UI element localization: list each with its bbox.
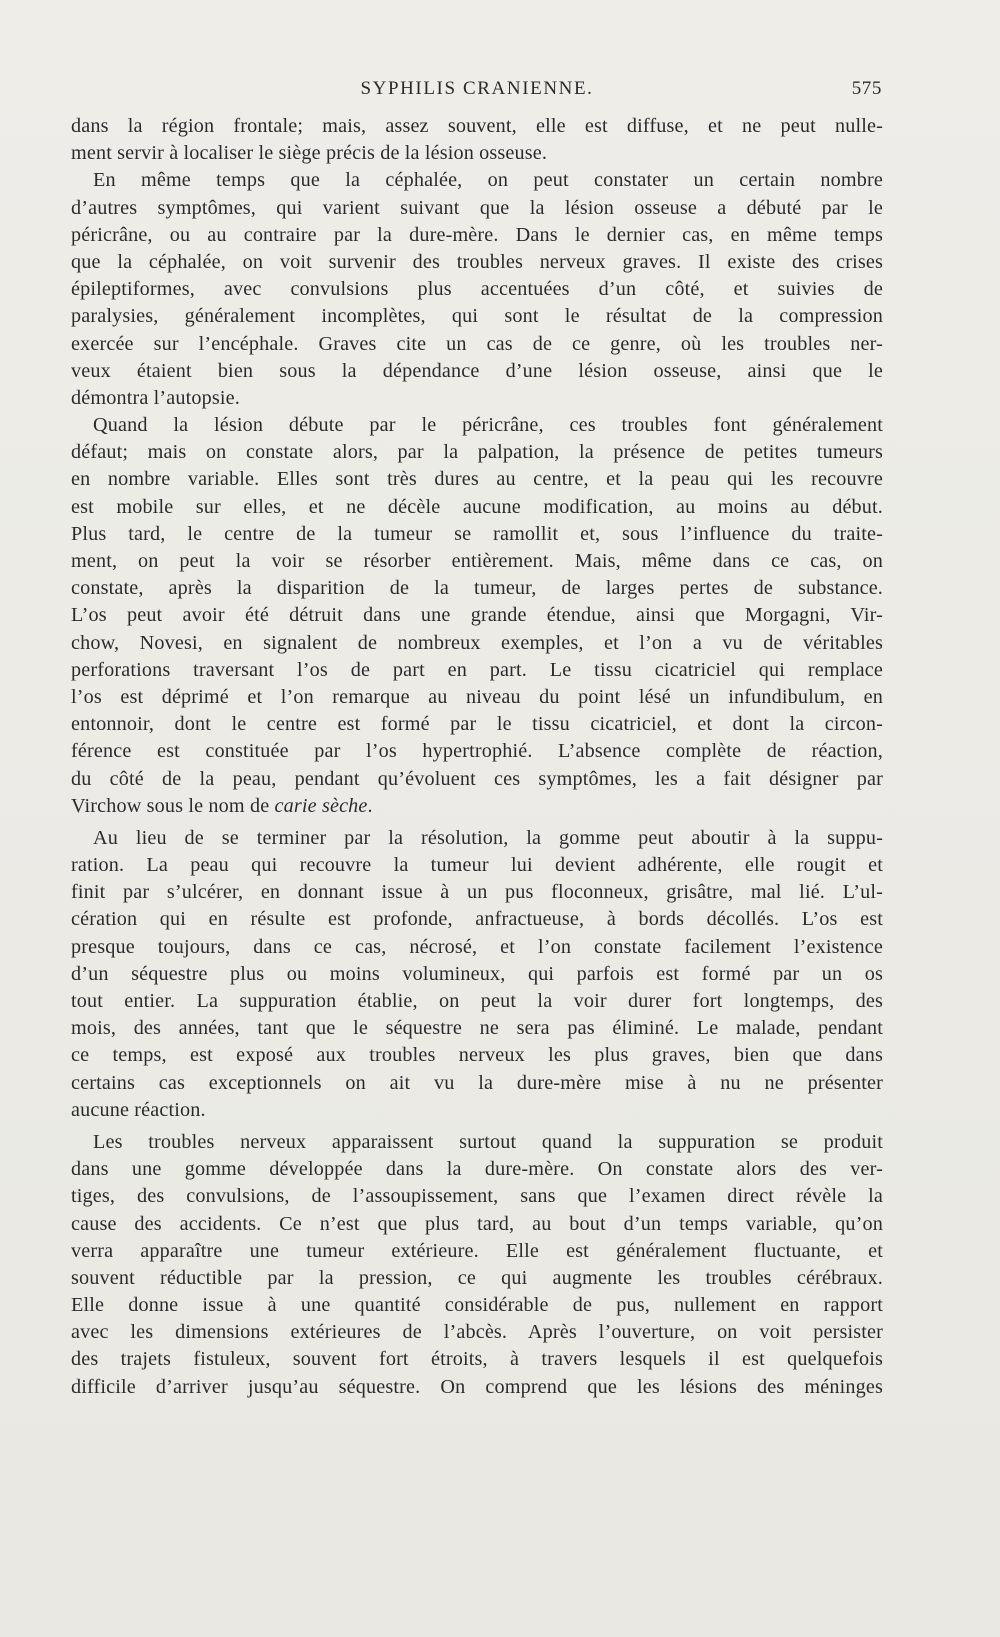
text-line-content: constate, après la disparition de la tumeur, de larges pertes de substance.	[71, 577, 883, 600]
text-line	[71, 1129, 883, 1156]
text-line	[71, 385, 883, 412]
text-line	[71, 988, 883, 1015]
text-line	[71, 1319, 883, 1346]
text-line-tail: .	[367, 794, 373, 817]
text-line	[71, 249, 883, 276]
text-line-content: Virchow sous le nom de	[71, 794, 275, 817]
text-line	[71, 412, 883, 439]
text-line	[71, 140, 883, 167]
text-line-content: chow, Novesi, en signalent de nombreux exemples, et l’on a vu de véritables	[71, 631, 883, 654]
text-line	[71, 1183, 883, 1210]
text-line-content: Elle donne issue à une quantité considérable de pus, nullement en rapport	[71, 1294, 883, 1317]
text-line	[71, 358, 883, 385]
text-line	[71, 879, 883, 906]
text-line-content: tiges, des convulsions, de l’assoupissement, sans que l’examen direct révèle la	[71, 1185, 883, 1208]
text-line-content: que la céphalée, on voit survenir des troubles nerveux graves. Il existe des crises	[71, 250, 883, 273]
text-line-content: perforations traversant l’os de part en part. Le tissu cicatriciel qui remplace	[71, 658, 883, 681]
text-line-content: Quand la lésion débute par le péricrâne, ces troubles font généralement	[93, 414, 883, 437]
text-line-content: défaut; mais on constate alors, par la palpation, la présence de petites tumeurs	[71, 441, 883, 464]
text-line-content: en nombre variable. Elles sont très dures au centre, et la peau qui les recouvre	[71, 468, 883, 491]
text-line	[71, 548, 883, 575]
text-line-content: d’autres symptômes, qui varient suivant que la lésion osseuse a débuté par le	[71, 196, 883, 219]
text-line	[71, 1042, 883, 1069]
text-line-content: difficile d’arriver jusqu’au séquestre. On comprend que les lésions des méninges	[71, 1375, 883, 1398]
text-line-content: presque toujours, dans ce cas, nécrosé, et l’on constate facilement l’existence	[71, 935, 883, 958]
text-line-content: Les troubles nerveux apparaissent surtout quand la suppuration se produit	[93, 1130, 883, 1153]
text-line	[71, 276, 883, 303]
text-line-content: des trajets fistuleux, souvent fort étroits, à travers lesquels il est quelquefois	[71, 1348, 883, 1371]
text-line	[71, 303, 883, 330]
text-line-content: péricrâne, ou au contraire par la dure-mère. Dans le dernier cas, en même temps	[71, 223, 883, 246]
text-line-content: dans la région frontale; mais, assez souvent, elle est diffuse, et ne peut nulle-	[71, 115, 883, 137]
text-line-content: Au lieu de se terminer par la résolution, la gomme peut aboutir à la suppu-	[93, 826, 883, 849]
text-line-content: mois, des années, tant que le séquestre ne sera pas éliminé. Le malade, pendant	[71, 1017, 883, 1040]
text-line-content: paralysies, généralement incomplètes, qui sont le résultat de la compression	[71, 305, 883, 328]
text-line-content: ment, on peut la voir se résorber entièrement. Mais, même dans ce cas, on	[71, 550, 883, 572]
text-line-content: démontra l’autopsie.	[71, 386, 240, 409]
text-line-content: du côté de la peau, pendant qu’évoluent ces symptômes, les a fait désigner par	[71, 767, 883, 790]
text-line	[71, 331, 883, 358]
text-line-content: férence est constituée par l’os hypertrophié. L’absence complète de réaction,	[71, 740, 883, 763]
text-line	[71, 494, 883, 521]
text-line	[71, 575, 883, 602]
page-number: 575	[851, 78, 882, 99]
text-line	[71, 1265, 883, 1292]
text-line	[71, 738, 883, 765]
text-line	[71, 167, 883, 194]
text-line	[71, 439, 883, 466]
text-line	[71, 825, 883, 852]
text-line-content: avec les dimensions extérieures de l’abcès. Après l’ouverture, on voit persister	[71, 1321, 883, 1344]
text-line	[71, 113, 883, 140]
text-line-content: Plus tard, le centre de la tumeur se ramollit et, sous l’influence du traite-	[71, 522, 883, 545]
text-line-content: certains cas exceptionnels on ait vu la dure-mère mise à nu ne présenter	[71, 1071, 883, 1094]
text-line	[71, 793, 883, 820]
text-line	[71, 1070, 883, 1097]
italic-term: carie sèche	[274, 794, 368, 817]
text-line	[71, 961, 883, 988]
text-line	[71, 630, 883, 657]
text-line-content: ce temps, est exposé aux troubles nerveux les plus graves, bien que dans	[71, 1044, 883, 1067]
text-line-content: tout entier. La suppuration établie, on peut la voir durer fort longtemps, des	[71, 990, 883, 1012]
text-line	[71, 934, 883, 961]
text-line-content: ration. La peau qui recouvre la tumeur lui devient adhérente, elle rougit et	[71, 854, 883, 877]
text-line	[71, 711, 883, 738]
text-line	[71, 195, 883, 222]
text-line	[71, 852, 883, 879]
text-line-content: L’os peut avoir été détruit dans une grande étendue, ainsi que Morgagni, Vir-	[71, 604, 883, 627]
text-line	[71, 1292, 883, 1319]
text-line	[71, 684, 883, 711]
text-line-content: d’un séquestre plus ou moins volumineux, qui parfois est formé par un os	[71, 962, 883, 985]
text-line-content: verra apparaître une tumeur extérieure. Elle est généralement fluctuante, et	[71, 1239, 883, 1262]
text-line	[71, 1238, 883, 1265]
text-line-content: cération qui en résulte est profonde, anfractueuse, à bords décollés. L’os est	[71, 908, 883, 931]
text-line-content: aucune réaction.	[71, 1098, 206, 1121]
text-line-content: exercée sur l’encéphale. Graves cite un cas de ce genre, où les troubles ner-	[71, 332, 883, 355]
text-line	[71, 1346, 883, 1373]
text-line-content: est mobile sur elles, et ne décèle aucune modification, au moins au début.	[71, 495, 883, 518]
text-line	[71, 1097, 883, 1124]
body-text	[71, 113, 883, 1401]
text-line	[71, 1374, 883, 1401]
text-line	[71, 466, 883, 493]
text-line	[71, 1156, 883, 1183]
text-line-content: dans une gomme développée dans la dure-mère. On constate alors des ver-	[71, 1158, 883, 1181]
text-line-content: l’os est déprimé et l’on remarque au niveau du point lésé un infundibulum, en	[71, 685, 883, 708]
text-line	[71, 1015, 883, 1042]
text-line-content: entonnoir, dont le centre est formé par le tissu cicatriciel, et dont la circon-	[71, 713, 883, 736]
text-line-content: veux étaient bien sous la dépendance d’une lésion osseuse, ainsi que le	[71, 359, 883, 382]
running-head	[72, 78, 882, 106]
text-line-content: ment servir à localiser le siège précis de la lésion osseuse.	[71, 142, 548, 165]
text-line-content: cause des accidents. Ce n’est que plus tard, au bout d’un temps variable, qu’on	[71, 1212, 883, 1235]
text-line	[71, 521, 883, 548]
text-line	[71, 906, 883, 933]
text-line	[71, 766, 883, 793]
text-line	[71, 657, 883, 684]
text-line-content: épileptiformes, avec convulsions plus accentuées d’un côté, et suivies de	[71, 278, 883, 301]
text-line-content: finit par s’ulcérer, en donnant issue à un pus floconneux, grisâtre, mal lié. L’ul-	[71, 881, 883, 904]
text-line	[71, 602, 883, 629]
running-title: SYPHILIS CRANIENNE.	[360, 78, 594, 99]
text-line	[71, 1211, 883, 1238]
text-line-content: En même temps que la céphalée, on peut constater un certain nombre	[93, 169, 883, 192]
text-line	[71, 222, 883, 249]
text-line-content: souvent réductible par la pression, ce qui augmente les troubles cérébraux.	[71, 1266, 883, 1289]
